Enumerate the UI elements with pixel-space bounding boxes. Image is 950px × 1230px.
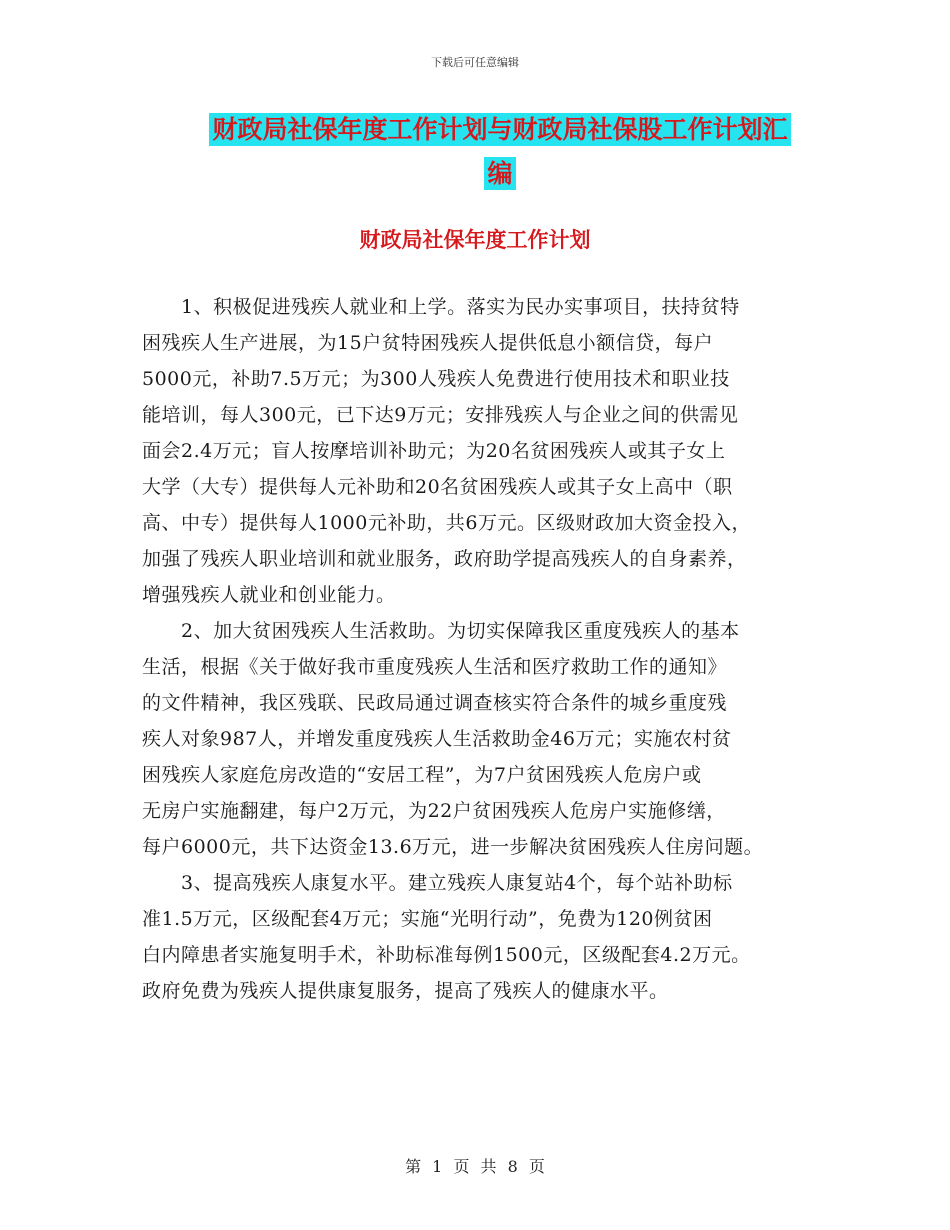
text-line: 2、加大贫困残疾人生活救助。为切实保障我区重度残疾人的基本 xyxy=(142,620,740,642)
title-highlight-2: 编 xyxy=(484,157,515,190)
page-number-footer: 第 1 页 共 8 页 xyxy=(405,1157,545,1176)
text-line: 白内障患者实施复明手术，补助标准每例1500元，区级配套4.2万元。 xyxy=(142,944,751,966)
header-note: 下载后可任意编辑 xyxy=(431,56,519,69)
text-line: 大学（大专）提供每人元补助和20名贫困残疾人或其子女上高中（职 xyxy=(142,476,733,498)
text-line: 困残疾人生产进展，为15户贫特困残疾人提供低息小额信贷，每户 xyxy=(142,332,714,354)
text-line: 疾人对象987人，并增发重度残疾人生活救助金46万元；实施农村贫 xyxy=(142,728,732,750)
text-line: 加强了残疾人职业培训和就业服务，政府助学提高残疾人的自身素养， xyxy=(142,548,747,570)
text-line: 生活，根据《关于做好我市重度残疾人生活和医疗救助工作的通知》 xyxy=(142,656,728,678)
text-line: 3、提高残疾人康复水平。建立残疾人康复站4个，每个站补助标 xyxy=(142,872,733,894)
text-line: 困残疾人家庭危房改造的“安居工程”，为7户贫困残疾人危房户或 xyxy=(142,764,702,786)
text-line: 政府免费为残疾人提供康复服务，提高了残疾人的健康水平。 xyxy=(142,980,669,1002)
document-title-line-2 xyxy=(190,152,810,196)
text-line: 的文件精神，我区残联、民政局通过调查核实符合条件的城乡重度残 xyxy=(142,692,728,714)
document-title-line-1 xyxy=(190,108,810,152)
text-line: 准1.5万元，区级配套4万元；实施“光明行动”，免费为120例贫困 xyxy=(142,908,713,930)
text-line: 每户6000元，共下达资金13.6万元，进一步解决贫困残疾人住房问题。 xyxy=(142,836,764,858)
text-line: 面会2.4万元；盲人按摩培训补助元；为20名贫困残疾人或其子女上 xyxy=(142,440,726,462)
section-title: 财政局社保年度工作计划 xyxy=(359,227,591,252)
text-line: 无房户实施翻建，每户2万元，为22户贫困残疾人危房户实施修缮， xyxy=(142,800,726,822)
body-text xyxy=(142,289,822,1009)
text-line: 5000元，补助7.5万元；为300人残疾人免费进行使用技术和职业技 xyxy=(142,368,730,390)
text-line: 能培训，每人300元，已下达9万元；安排残疾人与企业之间的供需见 xyxy=(142,404,739,426)
text-line: 1、积极促进残疾人就业和上学。落实为民办实事项目，扶持贫特 xyxy=(142,296,740,318)
title-highlight-1: 财政局社保年度工作计划与财政局社保股工作计划汇 xyxy=(209,113,790,146)
text-line: 高、中专）提供每人1000元补助，共6万元。区级财政加大资金投入， xyxy=(142,512,751,534)
text-line: 增强残疾人就业和创业能力。 xyxy=(142,584,396,606)
